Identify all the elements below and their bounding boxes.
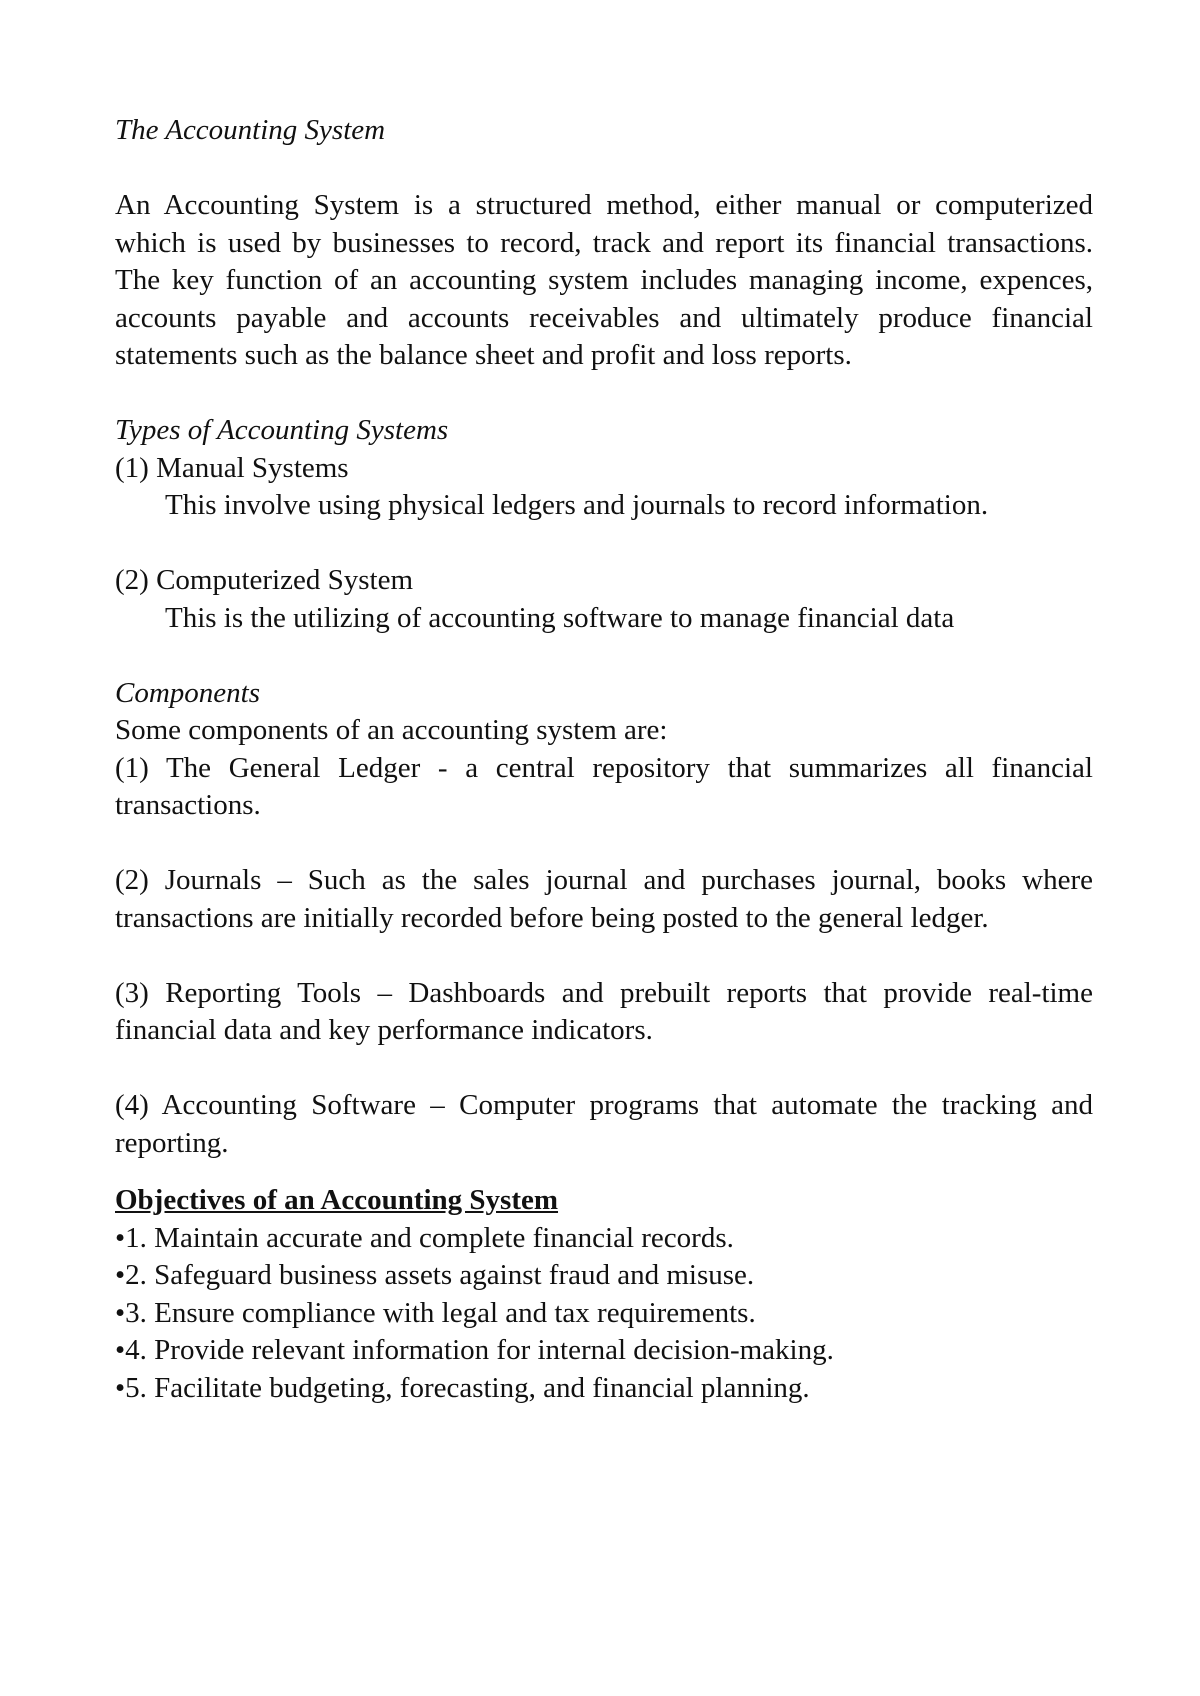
- component-item-journals: (2) Journals – Such as the sales journal and purchases journal, books where transactions are initially recorded before being posted to the general ledger.: [115, 864, 1093, 934]
- spacer: [115, 825, 1093, 863]
- objectives-heading: [115, 1182, 1093, 1220]
- spacer: [115, 1050, 1093, 1088]
- type-label-computerized: (2) Computerized System: [115, 564, 414, 596]
- components-heading: Components: [115, 676, 260, 709]
- objective-item: •5. Facilitate budgeting, forecasting, and financial planning.: [115, 1371, 810, 1404]
- document-page: [115, 112, 1093, 1407]
- objective-item: •1. Maintain accurate and complete financial records.: [115, 1221, 734, 1254]
- objective-item: •3. Ensure compliance with legal and tax requirements.: [115, 1296, 756, 1329]
- component-item-reporting-tools: (3) Reporting Tools – Dashboards and prebuilt reports that provide real-time financial data and key performance indicators.: [115, 976, 1093, 1046]
- type-desc-manual: This involve using physical ledgers and journals to record information.: [165, 489, 989, 521]
- type-label-manual: (1) Manual Systems: [115, 451, 349, 484]
- document-title: The Accounting System: [115, 114, 386, 146]
- spacer: [115, 637, 1093, 675]
- component-item-general-ledger: (1) The General Ledger - a central repository that summarizes all financial transactions.: [115, 751, 1093, 821]
- spacer: [115, 375, 1093, 413]
- spacer: [115, 937, 1093, 975]
- types-heading: Types of Accounting Systems: [115, 414, 449, 446]
- spacer: [115, 1162, 1093, 1182]
- objectives-heading-text: Objectives of an Accounting System: [115, 1184, 559, 1216]
- objective-item: •4. Provide relevant information for internal decision-making.: [115, 1334, 834, 1366]
- spacer: [115, 525, 1093, 563]
- type-desc-computerized: This is the utilizing of accounting software to manage financial data: [165, 601, 955, 634]
- intro-paragraph: An Accounting System is a structured method, either manual or computerized which is used by businesses to record, track and report its financial transactions. The key function of an accounting system includes managing income, expences, accounts payable and accounts receivables and ultimately produce financial statements such as the balance sheet and profit and loss reports.: [115, 189, 1093, 371]
- spacer: [115, 150, 1093, 188]
- component-item-accounting-software: (4) Accounting Software – Computer programs that automate the tracking and reporting.: [115, 1089, 1093, 1159]
- components-lead: Some components of an accounting system are:: [115, 714, 668, 746]
- objective-item: •2. Safeguard business assets against fraud and misuse.: [115, 1259, 755, 1291]
